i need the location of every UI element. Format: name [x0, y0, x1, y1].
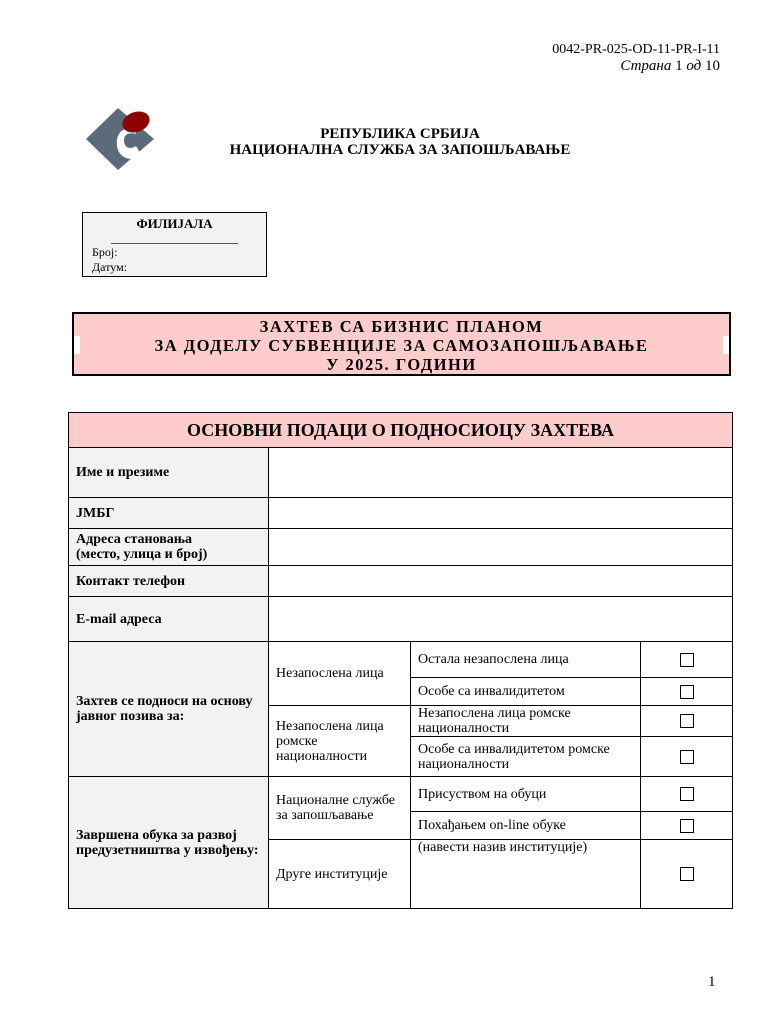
in-person-training-option: Присуством на обуци — [411, 777, 641, 812]
header-agency: НАЦИОНАЛНА СЛУЖБА ЗА ЗАПОШЉАВАЊЕ — [229, 142, 571, 158]
other-unemployed-option: Остала незапослена лица — [411, 642, 641, 678]
page-word: Страна — [620, 58, 672, 74]
roma-unemployed-checkbox[interactable] — [680, 714, 694, 728]
organization-header — [150, 126, 650, 158]
jmbg-field[interactable] — [269, 498, 733, 529]
training-label: Завршена обука за развој предузетништва у извођењу: — [69, 777, 269, 909]
phone-field[interactable] — [269, 566, 733, 597]
name-label: Име и презиме — [69, 448, 269, 498]
other-institution-group: Друге институције — [269, 840, 411, 909]
title-line-3: У 2025. ГОДИНИ — [326, 355, 477, 374]
unemployed-group: Незапослена лица — [269, 642, 411, 706]
online-training-cell — [641, 812, 733, 840]
roma-disabled-option: Особе са инвалидитетом ромске националности — [411, 737, 641, 777]
email-label: E-mail адреса — [69, 597, 269, 642]
roma-disabled-cell — [641, 737, 733, 777]
other-institution-cell — [641, 840, 733, 909]
header-republic: РЕПУБЛИКА СРБИЈА — [320, 126, 480, 142]
document-code: 0042-PR-025-OD-11-PR-I-11 — [552, 42, 720, 57]
title-notch-left — [74, 336, 80, 354]
address-label-line1: Адреса становања — [76, 532, 192, 547]
page-total: 10 — [705, 58, 720, 74]
roma-unemployed-cell — [641, 706, 733, 737]
footer-page-number: 1 — [708, 974, 716, 990]
title-line-2: ЗА ДОДЕЛУ СУБВЕНЦИЈЕ ЗА САМОЗАПОШЉАВАЊЕ — [154, 336, 649, 355]
nsz-logo-icon — [84, 106, 158, 174]
disabled-checkbox[interactable] — [680, 685, 694, 699]
other-unemployed-cell — [641, 642, 733, 678]
roma-group: Незапослена лица ромске националности — [269, 706, 411, 777]
page-current: 1 — [675, 58, 683, 74]
phone-label: Контакт телефон — [69, 566, 269, 597]
page-indicator — [620, 58, 720, 75]
disabled-cell — [641, 678, 733, 706]
name-field[interactable] — [269, 448, 733, 498]
section-title: ОСНОВНИ ПОДАЦИ О ПОДНОСИОЦУ ЗАХТЕВА — [69, 413, 733, 448]
branch-date-label: Датум: — [92, 260, 128, 274]
other-unemployed-checkbox[interactable] — [680, 653, 694, 667]
institution-name-field[interactable]: (навести назив институције) — [411, 840, 641, 909]
branch-box — [82, 212, 267, 277]
online-training-option: Похађањем on-line обуке — [411, 812, 641, 840]
in-person-training-checkbox[interactable] — [680, 787, 694, 801]
address-label-line2: (место, улица и број) — [76, 547, 208, 562]
nsz-training-group: Националне службе за запошљавање — [269, 777, 411, 840]
branch-number-label: Број: — [92, 245, 118, 259]
document-title — [72, 312, 731, 376]
public-call-label: Захтев се подноси на основу јавног позива за: — [69, 642, 269, 777]
online-training-checkbox[interactable] — [680, 819, 694, 833]
disabled-option: Особе са инвалидитетом — [411, 678, 641, 706]
roma-unemployed-option: Незапослена лица ромске националности — [411, 706, 641, 737]
branch-name-line[interactable] — [111, 243, 238, 244]
applicant-data-table — [68, 412, 733, 909]
address-field[interactable] — [269, 529, 733, 566]
title-line-1: ЗАХТЕВ СА БИЗНИС ПЛАНОМ — [259, 317, 544, 336]
title-notch-right — [723, 336, 729, 354]
address-label — [69, 529, 269, 566]
in-person-training-cell — [641, 777, 733, 812]
email-field[interactable] — [269, 597, 733, 642]
branch-title: ФИЛИЈАЛА — [136, 216, 213, 231]
jmbg-label: ЈМБГ — [69, 498, 269, 529]
page-of: од — [686, 58, 702, 74]
other-institution-checkbox[interactable] — [680, 867, 694, 881]
roma-disabled-checkbox[interactable] — [680, 750, 694, 764]
